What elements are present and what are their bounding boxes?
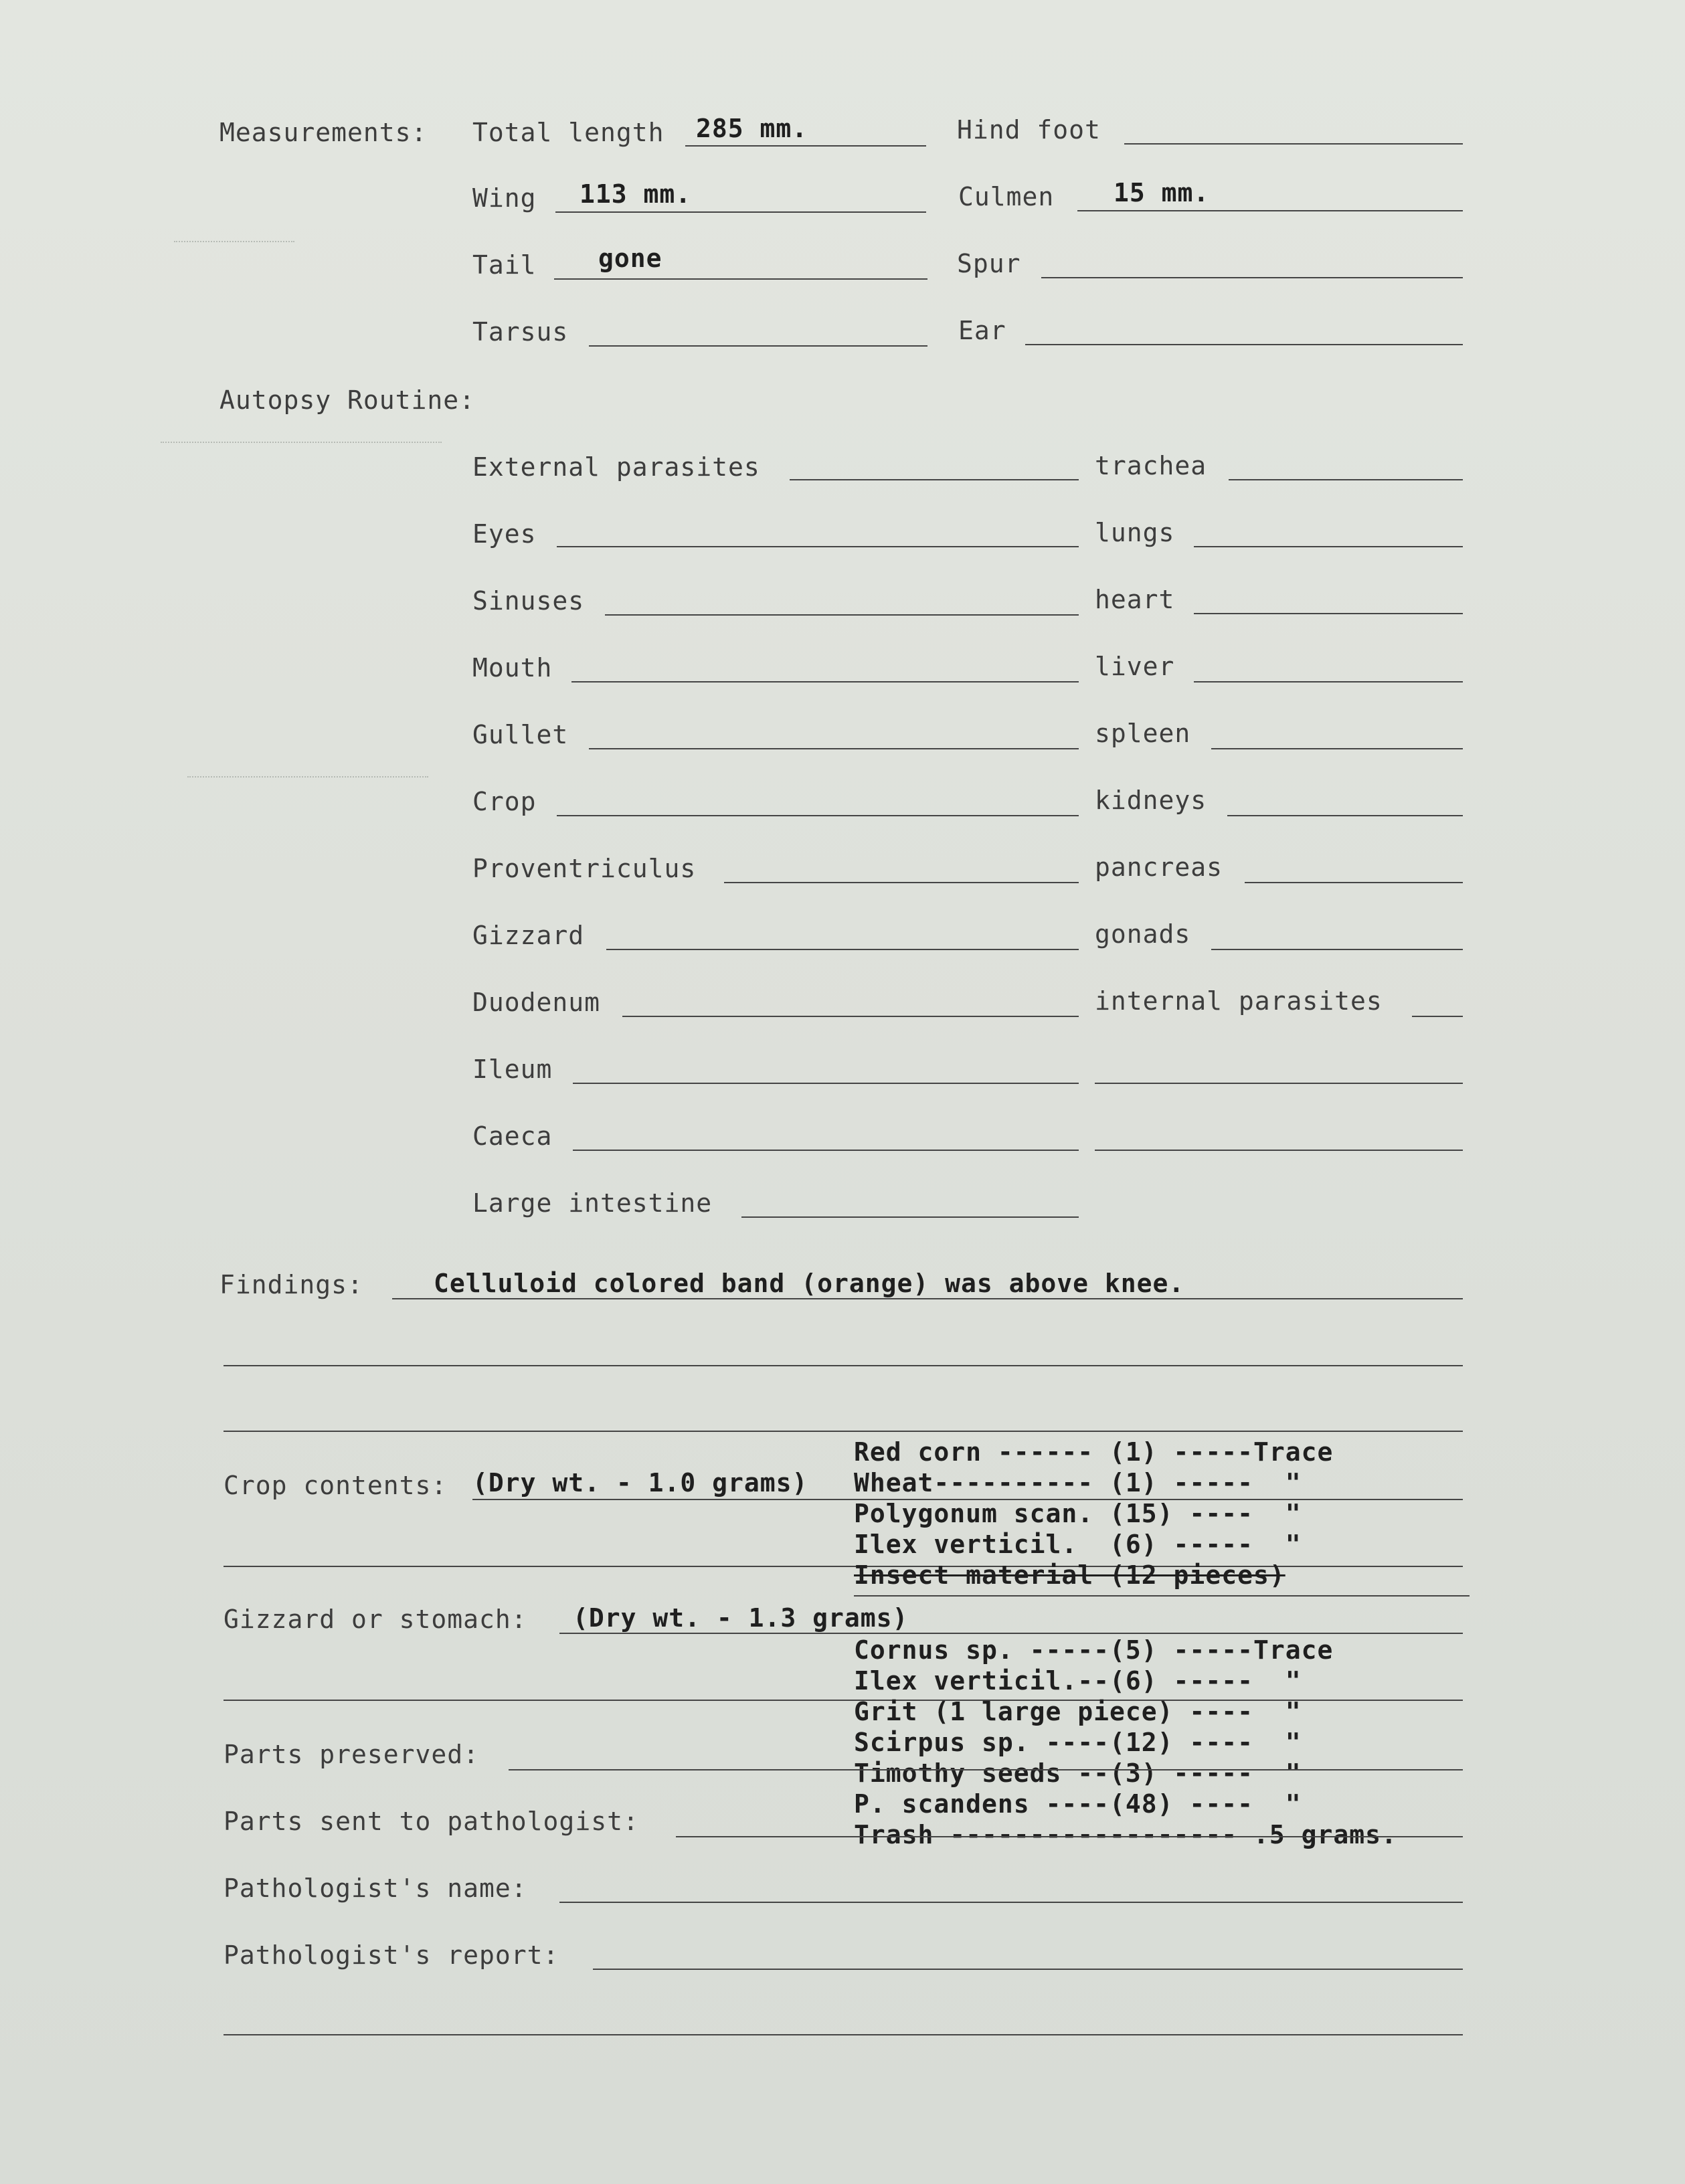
large-intestine-label: Large intestine [472, 1188, 713, 1218]
gonads-label: gonads [1095, 919, 1191, 949]
mouth-label: Mouth [472, 653, 553, 682]
spleen-line [1211, 748, 1463, 749]
crop-item: Ilex verticil. (6) ----- " [854, 1530, 1302, 1559]
wing-line [555, 211, 926, 213]
findings-line-3 [224, 1431, 1463, 1432]
kidneys-line [1227, 815, 1463, 816]
wing-label: Wing [472, 183, 537, 213]
bleed-through-mark [174, 241, 294, 242]
parts-preserved-line [509, 1769, 1463, 1770]
crop-label: Crop [472, 787, 537, 816]
gizzard-label: Gizzard [472, 921, 585, 950]
gizzard-item: Grit (1 large piece) ---- " [854, 1697, 1302, 1726]
findings-value: Celluloid colored band (orange) was above knee. [434, 1269, 1185, 1298]
gizzard-item: Timothy seeds --(3) ----- " [854, 1758, 1302, 1788]
internal-parasites-line [1412, 1016, 1463, 1017]
lungs-label: lungs [1095, 518, 1175, 547]
spur-label: Spur [957, 249, 1021, 278]
pathologist-report-line [593, 1969, 1463, 1970]
bleed-through-mark [161, 442, 442, 443]
caeca-label: Caeca [472, 1121, 553, 1151]
trachea-label: trachea [1095, 451, 1207, 480]
caeca-line [573, 1150, 1079, 1151]
external-parasites-line [790, 479, 1079, 480]
crop-line [557, 815, 1079, 816]
total-length-value: 285 mm. [696, 114, 808, 143]
trachea-line [1229, 479, 1463, 480]
gizzard-item: Ilex verticil.--(6) ----- " [854, 1666, 1302, 1696]
external-parasites-label: External parasites [472, 452, 760, 482]
findings-line-2 [224, 1365, 1463, 1366]
parts-sent-label: Parts sent to pathologist: [224, 1807, 639, 1836]
ileum-line [573, 1083, 1079, 1084]
heart-label: heart [1095, 585, 1175, 614]
gullet-line [589, 748, 1079, 749]
tarsus-line [589, 345, 927, 347]
gizzard-item: P. scandens ----(48) ---- " [854, 1789, 1302, 1819]
gonads-line [1211, 949, 1463, 950]
crop-list-rule [854, 1595, 1470, 1597]
pathologist-name-line [559, 1902, 1463, 1903]
eyes-label: Eyes [472, 519, 537, 549]
total-length-label: Total length [472, 118, 664, 147]
autopsy-routine-label: Autopsy Routine: [219, 385, 476, 415]
spur-line [1041, 277, 1463, 278]
kidneys-label: kidneys [1095, 786, 1207, 815]
gizzard-item: Scirpus sp. ----(12) ---- " [854, 1728, 1302, 1757]
culmen-label: Culmen [958, 182, 1055, 211]
heart-line [1194, 613, 1463, 614]
internal-parasites-label: internal parasites [1095, 986, 1383, 1016]
tarsus-label: Tarsus [472, 317, 569, 347]
crop-item: Polygonum scan. (15) ---- " [854, 1499, 1302, 1528]
sinuses-label: Sinuses [472, 586, 585, 616]
crop-item: Wheat---------- (1) ----- " [854, 1468, 1302, 1497]
hind-foot-label: Hind foot [957, 115, 1101, 145]
tail-line [554, 278, 927, 280]
large-intestine-line [741, 1216, 1079, 1218]
gizzard-item: Trash ------------------ .5 grams. [854, 1820, 1397, 1849]
lungs-line [1194, 546, 1463, 547]
gizzard-line [606, 949, 1079, 950]
blank-line-right-2 [1095, 1150, 1463, 1151]
duodenum-line [622, 1016, 1079, 1017]
culmen-line [1077, 210, 1463, 211]
crop-dry-weight: (Dry wt. - 1.0 grams) [472, 1468, 808, 1497]
pancreas-line [1245, 882, 1463, 883]
findings-line [392, 1298, 1463, 1299]
pathologist-name-label: Pathologist's name: [224, 1874, 527, 1903]
gizzard-stomach-label: Gizzard or stomach: [224, 1605, 527, 1634]
pancreas-label: pancreas [1095, 852, 1223, 882]
gizzard-dry-weight: (Dry wt. - 1.3 grams) [573, 1603, 909, 1633]
spleen-label: spleen [1095, 719, 1191, 748]
tail-label: Tail [472, 250, 537, 280]
sinuses-line [605, 614, 1079, 616]
tail-value: gone [598, 244, 662, 273]
measurements-label: Measurements: [219, 118, 428, 147]
gullet-label: Gullet [472, 720, 569, 749]
ear-line [1025, 344, 1463, 345]
crop-item: Red corn ------ (1) -----Trace [854, 1437, 1334, 1467]
eyes-line [557, 546, 1079, 547]
blank-line-right-1 [1095, 1083, 1463, 1084]
wing-value: 113 mm. [580, 179, 692, 209]
mouth-line [571, 681, 1079, 682]
gizzard-stomach-line [559, 1633, 1463, 1634]
liver-label: liver [1095, 652, 1175, 681]
culmen-value: 15 mm. [1114, 178, 1210, 207]
bleed-through-mark [187, 776, 428, 778]
proventriculus-label: Proventriculus [472, 854, 697, 883]
gizzard-item: Cornus sp. -----(5) -----Trace [854, 1635, 1334, 1665]
hind-foot-line [1124, 143, 1463, 145]
parts-preserved-label: Parts preserved: [224, 1740, 480, 1769]
liver-line [1194, 681, 1463, 682]
crop-item: Insect material (12 pieces) [854, 1560, 1285, 1590]
ear-label: Ear [958, 316, 1006, 345]
pathologist-report-label: Pathologist's report: [224, 1940, 559, 1970]
parts-sent-line [676, 1836, 1463, 1837]
total-length-line [685, 145, 926, 147]
crop-contents-label: Crop contents: [224, 1471, 448, 1500]
ileum-label: Ileum [472, 1055, 553, 1084]
findings-label: Findings: [219, 1270, 363, 1299]
proventriculus-line [724, 882, 1079, 883]
pathologist-report-line-2 [224, 2034, 1463, 2035]
duodenum-label: Duodenum [472, 988, 601, 1017]
